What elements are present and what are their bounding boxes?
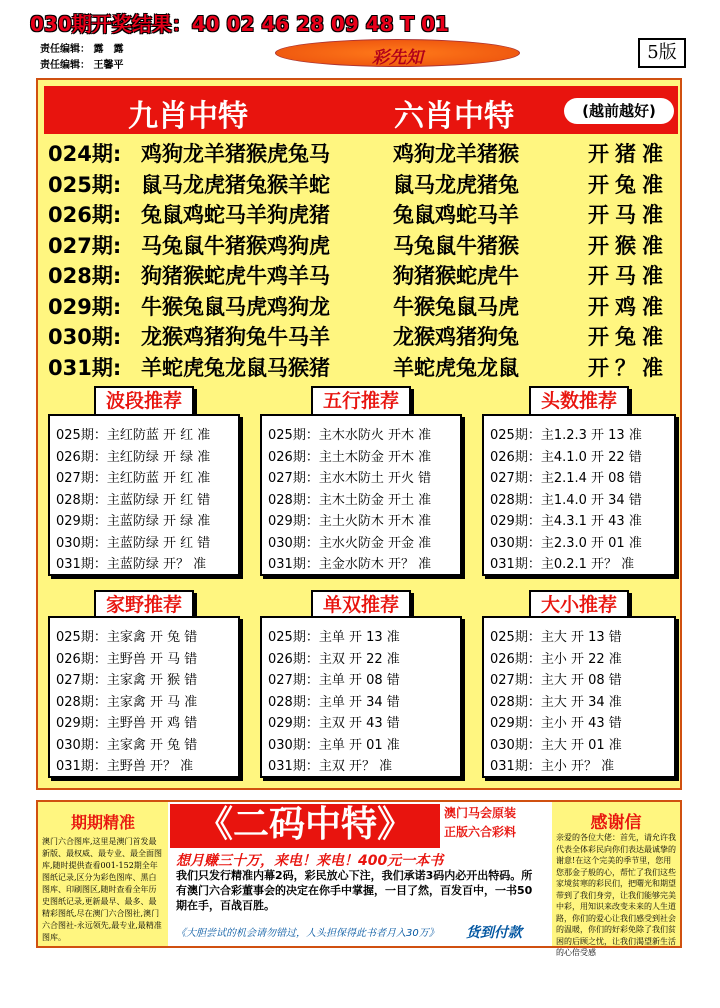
recommendation-line: 029期：主双 开 43 错 [268, 716, 400, 731]
right-ad-column [552, 802, 680, 957]
recommendation-line: 029期：主野兽 开 鸡 错 [56, 716, 198, 731]
middle-ad-slogan: 想月赚三十万，来电！来电！400元一本书 [176, 853, 444, 869]
head-number-box [482, 414, 676, 576]
head-number-label: 头数推荐 [529, 386, 629, 416]
big-small-box [482, 616, 676, 778]
wave-band-label: 波段推荐 [94, 386, 194, 416]
open-result: 开马准 [588, 203, 669, 227]
nine-zodiac-pick: 兔鼠鸡蛇马羊狗虎猪 [141, 203, 330, 227]
brand-name: 彩先知 [372, 48, 423, 68]
recommendation-line: 025期：主家禽 开 兔 错 [56, 630, 198, 645]
recommendation-line: 027期：主单 开 08 错 [268, 673, 400, 688]
middle-ad-body: 我们只发行精准内幕2码，彩民放心下注，我们承诺3码内必开出特码。所有澳门六合彩董事会的决定在你手中掌握，一目了然，百发百中，一书50期在手，百战百胜。 [176, 869, 533, 912]
nine-zodiac-pick: 鸡狗龙羊猪猴虎兔马 [141, 142, 330, 166]
editor-line-2: 责任编辑： 王馨平 [40, 60, 124, 71]
open-result: 开兔准 [588, 325, 669, 349]
bottom-panel [36, 800, 682, 957]
open-result: 开鸡准 [588, 294, 669, 319]
recommendation-line: 026期：主双 开 22 准 [268, 651, 400, 667]
six-zodiac-pick: 兔鼠鸡蛇马羊 [393, 203, 519, 227]
recommendation-line: 031期：主野兽 开？ 准 [56, 759, 194, 774]
left-ad-title: 期期精准 [70, 813, 135, 832]
prediction-period: 025期: [48, 172, 122, 197]
recommendation-line: 026期：主红防绿 开 绿 准 [56, 449, 211, 465]
six-zodiac-pick: 狗猪猴蛇虎牛 [393, 264, 519, 288]
recommendation-line: 030期：主家禽 开 兔 错 [56, 737, 198, 753]
left-ad-column [38, 802, 168, 946]
recommendation-line: 029期：主蓝防绿 开 绿 准 [56, 514, 211, 529]
six-zodiac-pick: 龙猴鸡猪狗兔 [393, 325, 519, 349]
six-zodiac-pick: 鼠马龙虎猪兔 [393, 172, 519, 197]
wave-band-box [48, 414, 240, 576]
left-ad-body: 澳门六合图库,这里是澳门首发最新版、最权威、最专业、最全面图库,随时提供查看001-152期全年图纸记录,区分为彩色图库、黑白图库、印刷图区,随时查看全年历史图纸记录,更新最早、最多、最精彩图纸,尽在澳门六合图社,澳门六合图社-永远领先,最专业,最精准图库。 [42, 837, 162, 942]
open-result: 开？准 [588, 355, 669, 380]
six-zodiac-pick: 牛猴兔鼠马虎 [393, 294, 519, 319]
nine-zodiac-pick: 马兔鼠牛猪猴鸡狗虎 [141, 233, 330, 258]
prediction-period: 028期: [48, 264, 122, 288]
recommendation-line: 030期：主大 开 01 准 [490, 737, 622, 753]
six-zodiac-pick: 鸡狗龙羊猪猴 [393, 142, 519, 166]
cash-on-delivery-label: 货到付款 [466, 925, 522, 941]
recommendation-line: 026期：主小 开 22 准 [490, 651, 622, 667]
open-result: 开猪准 [588, 142, 669, 166]
recommendation-line: 025期：主大 开 13 错 [490, 630, 622, 645]
recommendation-line: 030期：主蓝防绿 开 红 错 [56, 535, 211, 551]
nine-zodiac-pick: 龙猴鸡猪狗兔牛马羊 [141, 325, 330, 349]
recommendation-line: 030期：主单 开 01 准 [268, 737, 400, 753]
recommendation-line: 028期：主大 开 34 准 [490, 694, 622, 710]
recommendation-line: 027期：主大 开 08 错 [490, 673, 622, 688]
recommendation-line: 027期：主家禽 开 猴 错 [56, 673, 198, 688]
open-result: 开猴准 [588, 233, 669, 258]
recommendation-line: 025期：主单 开 13 准 [268, 630, 400, 645]
brand-oval [275, 39, 520, 67]
recommendation-line: 029期：主土火防木 开木 准 [268, 514, 432, 529]
prediction-period: 031期: [48, 355, 122, 380]
middle-ad-subtitle [444, 804, 516, 842]
middle-ad-column [170, 802, 550, 946]
recommendation-line: 027期：主2.1.4 开 08 错 [490, 471, 642, 486]
domestic-wild-box [48, 616, 240, 778]
edition-badge: 5版 [638, 38, 686, 68]
nine-zodiac-pick: 羊蛇虎兔龙鼠马猴猪 [141, 355, 330, 380]
nine-zodiac-pick: 狗猪猴蛇虎牛鸡羊马 [141, 264, 330, 288]
five-elements-label: 五行推荐 [311, 386, 411, 416]
six-zodiac-pick: 羊蛇虎兔龙鼠 [393, 355, 519, 380]
recommendation-line: 029期：主4.3.1 开 43 准 [490, 514, 642, 529]
recommendation-line: 029期：主小 开 43 错 [490, 716, 622, 731]
recommendation-line: 028期：主木土防金 开土 准 [268, 492, 432, 508]
open-result: 开兔准 [588, 172, 669, 197]
five-elements-box [260, 414, 462, 576]
two-code-title: 《二码中特》 [170, 804, 440, 848]
nine-zodiac-pick: 牛猴兔鼠马虎鸡狗龙 [141, 294, 330, 319]
six-zodiac-pick: 马兔鼠牛猪猴 [393, 233, 519, 258]
recommendation-line: 028期：主单 开 34 错 [268, 694, 400, 710]
recommendation-line: 031期：主蓝防绿 开？ 准 [56, 557, 207, 572]
middle-ad-subtitle-2: 正版六合彩料 [444, 825, 517, 839]
recommendation-line: 026期：主土木防金 开木 准 [268, 449, 432, 465]
prediction-period: 024期: [48, 142, 122, 166]
recommendation-line: 027期：主水木防土 开火 错 [268, 471, 432, 486]
recommendation-line: 031期：主金水防木 开？ 准 [268, 557, 432, 572]
main-header-bar [44, 86, 678, 134]
recommendation-line: 031期：主双 开？ 准 [268, 759, 393, 774]
odd-even-box [260, 616, 462, 778]
recommendation-line: 031期：主0.2.1 开？ 准 [490, 557, 635, 572]
big-small-label: 大小推荐 [529, 590, 629, 620]
recommendation-line: 030期：主水火防金 开金 准 [268, 535, 432, 551]
thank-you-body: 亲爱的各位大佬：首先，请允许我代表全体彩民向你们表达最诚挚的谢意!在这个完美的季节里，您用您那金子般的心，帮忙了我们这些家境贫寒的彩民们，把曙光和期望带到了我们身旁，让我们能够完美中彩，用知识来改变未来的人生道路，你们的爱心让我们感受到社会的温暖，你们的好彩免除了我们贫困的后顾之忧，让我们渴望新生活的心倍受感 [556, 833, 676, 957]
middle-ad-footnote: 《大胆尝试的机会请勿错过，人头担保得此书者月入30万》 [176, 928, 439, 939]
recommendation-line: 031期：主小 开？ 准 [490, 759, 615, 774]
main-panel [36, 78, 682, 790]
nine-zodiac-title: 九肖中特 [128, 99, 248, 134]
recommendation-line: 025期：主1.2.3 开 13 准 [490, 428, 642, 443]
middle-ad-subtitle-1: 澳门马会原装 [444, 806, 517, 820]
recommendation-line: 026期：主4.1.0 开 22 错 [490, 449, 642, 465]
recommendation-line: 027期：主红防蓝 开 红 准 [56, 471, 211, 486]
nine-zodiac-pick: 鼠马龙虎猪兔猴羊蛇 [141, 172, 330, 197]
hint-badge: (越前越好) [564, 98, 674, 124]
recommendation-line: 028期：主1.4.0 开 34 错 [490, 492, 642, 508]
recommendation-line: 025期：主红防蓝 开 红 准 [56, 428, 211, 443]
recommendation-line: 028期：主蓝防绿 开 红 错 [56, 492, 211, 508]
open-result: 开马准 [588, 264, 669, 288]
editor-line-1: 责任编辑： 露 露 [40, 44, 124, 55]
recommendation-line: 028期：主家禽 开 马 准 [56, 694, 198, 710]
recommendation-line: 025期：主木水防火 开木 准 [268, 428, 432, 443]
six-zodiac-title: 六肖中特 [394, 99, 514, 134]
odd-even-label: 单双推荐 [311, 590, 411, 620]
prediction-period: 026期: [48, 203, 122, 227]
prediction-period: 027期: [48, 233, 122, 258]
recommendation-line: 026期：主野兽 开 马 错 [56, 651, 198, 667]
lottery-result-title: 030期开奖结果：40 02 46 28 09 48 T 01 [30, 12, 449, 36]
prediction-period: 030期: [48, 325, 122, 349]
domestic-wild-label: 家野推荐 [94, 590, 194, 620]
thank-you-title: 感谢信 [590, 813, 642, 833]
recommendation-line: 030期：主2.3.0 开 01 准 [490, 535, 642, 551]
prediction-period: 029期: [48, 294, 122, 319]
